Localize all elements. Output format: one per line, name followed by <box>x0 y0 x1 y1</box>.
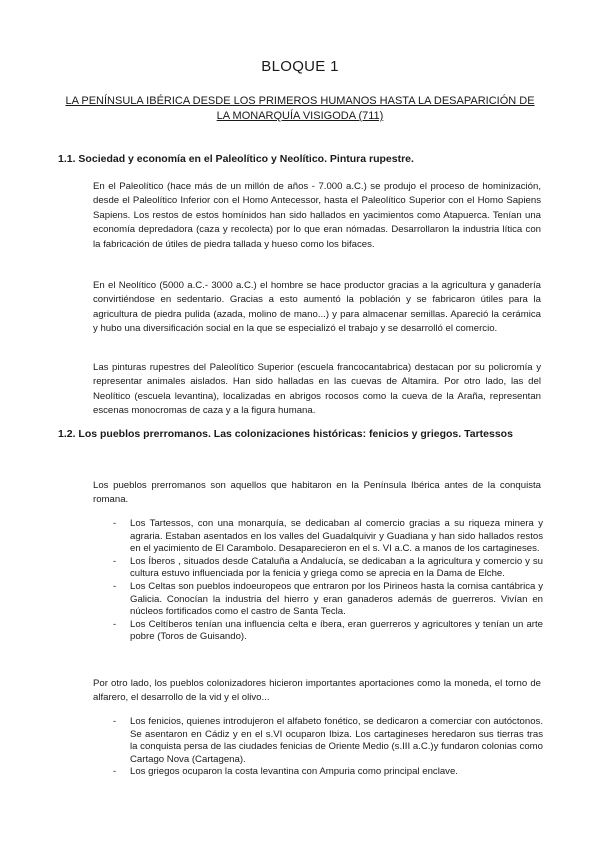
list-item-iberos: - Los Íberos , situados desde Cataluña a Andalucía, se dedicaban a la agricultura y comercio y su cultura estuvo influenciada por la fenicia y griega como se aprecia en la Dama de Elche. <box>113 556 543 581</box>
list-item-fenicios: - Los fenicios, quienes introdujeron el alfabeto fonético, se dedicaron a comerciar con autóctonos. Se asentaron en Cádiz y en el s.VI ocuparon Ibiza. Los cartagineses heredaron sus tierras tras la conquista persa de las ciudades fenicias de Oriente Medio (s.III a.C.)y fundaron colonias como Cartago Nova (Cartagena). <box>113 716 543 766</box>
prerroman-peoples-list <box>113 518 543 644</box>
paragraph-rock-art: Las pinturas rupestres del Paleolítico Superior (escuela francocantabrica) destacan por su policromía y representar animales aislados. Han sido halladas en las cuevas de Altamira. Por otro lado, las del Neolítico (escuela levantina), localizadas en abrigos rocosos como la cueva de la Araña, representan escenas monocromas de caza y a la figura humana. <box>93 362 541 417</box>
section-heading-1-2: 1.2. Los pueblos prerromanos. Las colonizaciones históricas: fenicios y griegos. Tartessos <box>58 428 513 440</box>
paragraph-colonizers-intro: Por otro lado, los pueblos colonizadores hicieron importantes aportaciones como la moneda, el torno de alfarero, el desarrollo de la vid y el olivo... <box>93 678 541 704</box>
list-item-celtas: - Los Celtas son pueblos indoeuropeos que entraron por los Pirineos hasta la cornisa cantábrica y Galicia. Conocían la industria del hierro y eran ganaderos además de guerreros. Vivían en núcleos fortificados como el castro de Santa Tecla. <box>113 581 543 619</box>
page-title: BLOQUE 1 <box>261 58 339 75</box>
paragraph-paleolithic: En el Paleolítico (hace más de un millón de años - 7.000 a.C.) se produjo el proceso de hominización, desde el Paleolítico Inferior con el Homo Antecessor, hasta el Paleolítico Superior con el Homo Sapiens Sapiens. Los restos de estos homínidos han sido hallados en yacimientos como Atapuerca. Tenían una economía depredadora (caza y recolecta) por lo que eran nómadas. Desarrollaron la industria lítica con la fabricación de útiles de piedra tallada y hueso como los bifaces. <box>93 181 541 250</box>
colonizers-list <box>113 716 543 779</box>
paragraph-prerroman-intro: Los pueblos prerromanos son aquellos que habitaron en la Península Ibérica antes de la conquista romana. <box>93 480 541 506</box>
list-item-celtiberos: - Los Celtíberos tenían una influencia celta e íbera, eran guerreros y agricultores y tenían un arte pobre (Toros de Guisando). <box>113 619 543 644</box>
list-item-griegos: - Los griegos ocuparon la costa levantina con Ampuria como principal enclave. <box>113 766 543 779</box>
paragraph-neolithic: En el Neolítico (5000 a.C.- 3000 a.C.) el hombre se hace productor gracias a la agricultura y ganadería convirtiéndose en sedentario. Gracias a esto aumentó la población y se fabricaron útiles para la agricultura de piedra pulida (azada, molino de mano...) y para almacenar semillas. Apareció la cerámica y hubo una diversificación social en la que se especializó el trabajo y se desarrolló el comercio. <box>93 280 541 335</box>
list-item-tartessos: - Los Tartessos, con una monarquía, se dedicaban al comercio gracias a su riqueza minera y agraria. Estaban asentados en los valles del Guadalquivir y Guadiana y han sido hallados restos en el yacimiento de El Carambolo. Desaparecieron en el s. VI a.C. a manos de los cartagineses. <box>113 518 543 556</box>
page-subtitle: LA PENÍNSULA IBÉRICA DESDE LOS PRIMEROS HUMANOS HASTA LA DESAPARICIÓN DE LA MONARQUÍA VISIGODA (711) <box>65 95 535 122</box>
section-heading-1-1: 1.1. Sociedad y economía en el Paleolítico y Neolítico. Pintura rupestre. <box>58 153 414 165</box>
